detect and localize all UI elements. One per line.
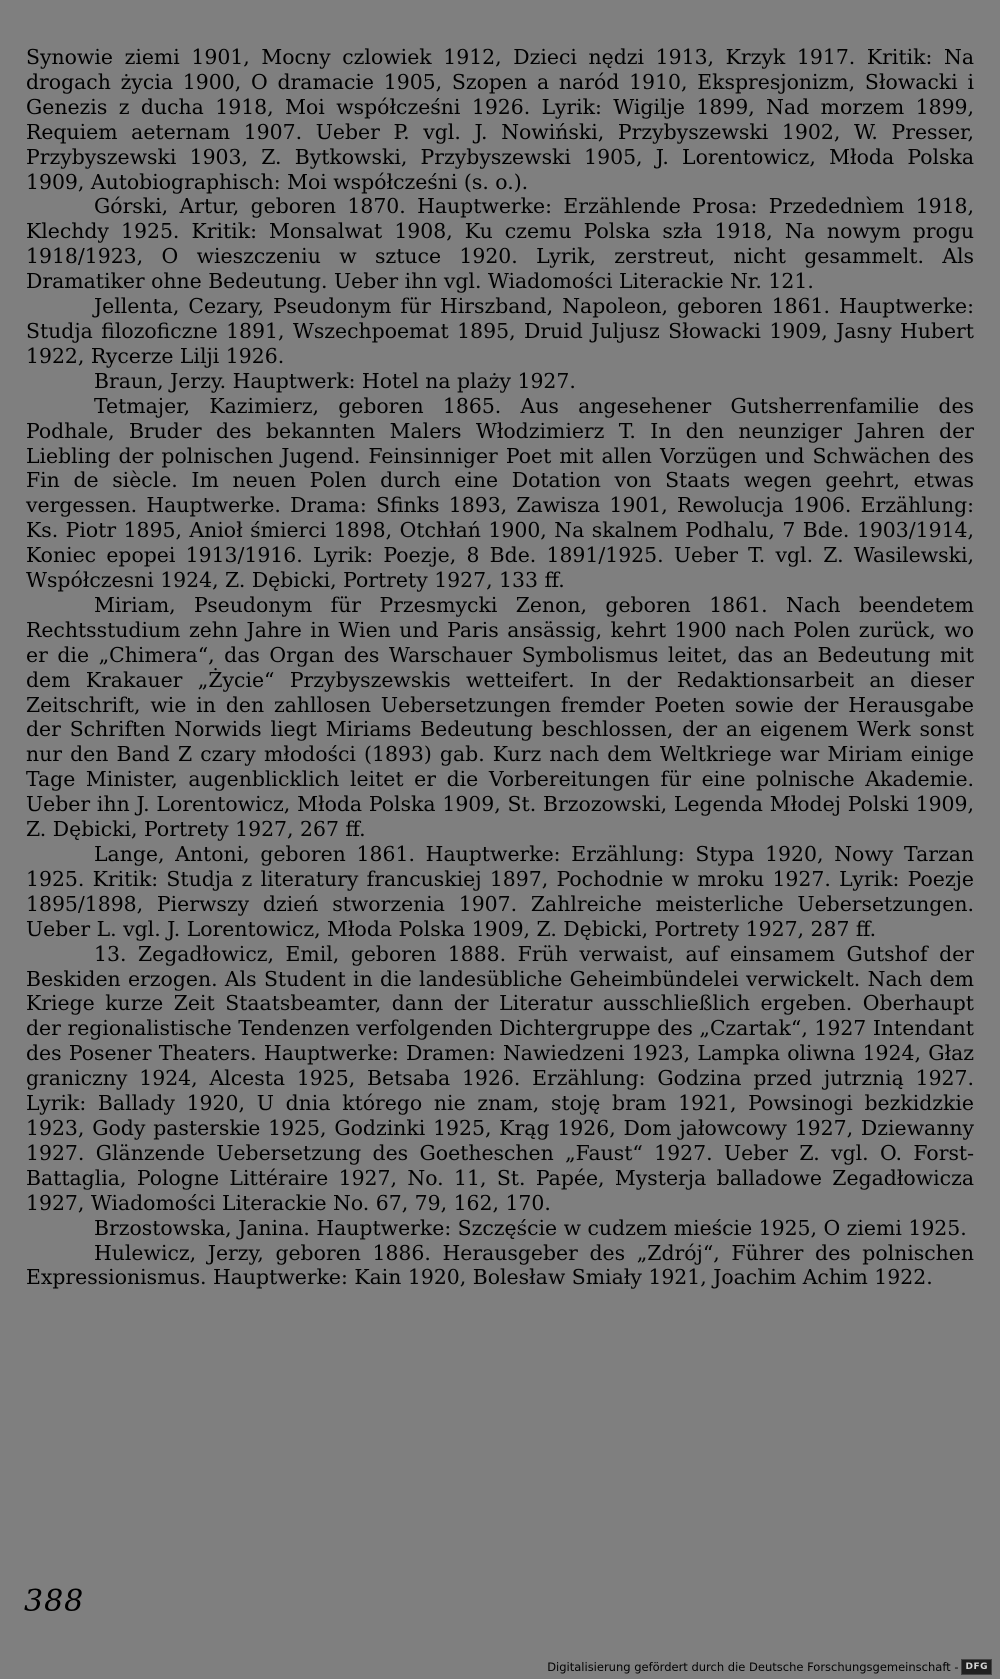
paragraph: Hulewicz, Jerzy, geboren 1886. Herausgeber des „Zdrój“, Führer des polnischen Expressionismus. Hauptwerke: Kain 1920, Bolesław Smiały 1921, Joachim Achim 1922. [26,1240,974,1290]
paragraph: Tetmajer, Kazimierz, geboren 1865. Aus angesehener Gutsherrenfamilie des Podhale, Bruder des bekannten Malers Włodzimierz T. In den neunziger Jahren der Liebling der polnischen Jugend. Feinsinniger Poet mit allen Vorzügen und Schwächen des Fin de siècle. Im neuen Polen durch eine Dotation von Staats wegen geehrt, etwas vergessen. Hauptwerke. Drama: Sfinks 1893, Zawisza 1901, Rewolucja 1906. Erzählung: Ks. Piotr 1895, Anioł śmierci 1898, Otchłań 1900, Na skalnem Podhalu, 7 Bde. 1903/1914, Koniec epopei 1913/1916. Lyrik: Poezje, 8 Bde. 1891/1925. Ueber T. vgl. Z. Wasilewski, Współczesni 1924, Z. Dębicki, Portrety 1927, 133 ff. [26,393,974,593]
paragraph: 13. Zegadłowicz, Emil, geboren 1888. Früh verwaist, auf einsamem Gutshof der Beskiden erzogen. Als Student in die landesübliche Geheimbündelei verwickelt. Nach dem Kriege kurze Zeit Staatsbeamter, dann der Literatur ausschließlich ergeben. Oberhaupt der regionalistische Tendenzen verfolgenden Dichtergruppe des „Czartak“, 1927 Intendant des Posener Theaters. Hauptwerke: Dramen: Nawiedzeni 1923, Lampka oliwna 1924, Głaz graniczny 1924, Alcesta 1925, Betsaba 1926. Erzählung: Godzina przed jutrznią 1927. Lyrik: Ballady 1920, U dnia którego nie znam, stoję bram 1921, Powsinogi bezkidzkie 1923, Gody pasterskie 1925, Godzinki 1925, Krąg 1926, Dom jałowcowy 1927, Dziewanny 1927. Glänzende Uebersetzung des Goetheschen „Faust“ 1927. Ueber Z. vgl. O. Forst-Battaglia, Pologne Littéraire 1927, No. 11, St. Papée, Mysterja balladowe Zegadłowicza 1927, Wiadomości Literackie No. 67, 79, 162, 170. [26,941,974,1215]
paragraph: Synowie ziemi 1901, Mocny czlowiek 1912, Dzieci nędzi 1913, Krzyk 1917. Kritik: Na drogach życia 1900, O dramacie 1905, Szopen a naród 1910, Ekspresjonizm, Słowacki i Genezis z ducha 1918, Moi współcześni 1926. Lyrik: Wigilje 1899, Nad morzem 1899, Requiem aeternam 1907. Ueber P. vgl. J. Nowiński, Przybyszewski 1902, W. Presser, Przybyszewski 1903, Z. Bytkowski, Przybyszewski 1905, J. Lorentowicz, Młoda Polska 1909, Autobiographisch: Moi współcześni (s. o.). [26,45,974,194]
paragraph: Górski, Artur, geboren 1870. Hauptwerke: Erzählende Prosa: Przedednìem 1918, Klechdy 1925. Kritik: Monsalwat 1908, Ku czemu Polska szła 1918, Na nowym progu 1918/1923, O wieszczeniu w sztuce 1920. Lyrik, zerstreut, nicht gesammelt. Als Dramatiker ohne Bedeutung. Ueber ihn vgl. Wiadomości Literackie Nr. 121. [26,194,974,294]
paragraph: Jellenta, Cezary, Pseudonym für Hirszband, Napoleon, geboren 1861. Hauptwerke: Studja filozoficzne 1891, Wszechpoemat 1895, Druid Juljusz Słowacki 1909, Jasny Hubert 1922, Rycerze Lilji 1926. [26,294,974,368]
paragraph: Brzostowska, Janina. Hauptwerke: Szczęście w cudzem mieście 1925, O ziemi 1925. [94,1215,967,1240]
dfg-logo-icon: DFG [961,1659,992,1675]
paragraph: Braun, Jerzy. Hauptwerk: Hotel na plaży 1927. [94,368,576,393]
footer-text: Digitalisierung gefördert durch die Deutsche Forschungsgemeinschaft - [547,1660,959,1674]
page-body [26,45,974,1290]
page-number: 388 [24,1584,85,1619]
paragraph: Lange, Antoni, geboren 1861. Hauptwerke: Erzählung: Stypa 1920, Nowy Tarzan 1925. Kritik: Studja z literatury francuskiej 1897, Pochodnie w mroku 1927. Lyrik: Poezje 1895/1898, Pierwszy dzień stworzenia 1907. Zahlreiche meisterliche Uebersetzungen. Ueber L. vgl. J. Lorentowicz, Młoda Polska 1909, Z. Dębicki, Portrety 1927, 287 ff. [26,842,974,941]
digitization-footer [547,1659,992,1675]
paragraph: Miriam, Pseudonym für Przesmycki Zenon, geboren 1861. Nach beendetem Rechtsstudium zehn Jahre in Wien und Paris ansässig, kehrt 1900 nach Polen zurück, wo er die „Chimera“, das Organ des Warschauer Symbolismus leitet, das an Bedeutung mit dem Krakauer „Życie“ Przybyszewskis wetteifert. In der Redaktionsarbeit an dieser Zeitschrift, wie in den zahllosen Uebersetzungen fremder Poeten sowie der Herausgabe der Schriften Norwids liegt Miriams Bedeutung beschlossen, der an eigenem Werk sonst nur den Band Z czary młodości (1893) gab. Kurz nach dem Weltkriege war Miriam einige Tage Minister, augenblicklich leitet er die Vorbereitungen für eine polnische Akademie. Ueber ihn J. Lorentowicz, Młoda Polska 1909, St. Brzozowski, Legenda Młodej Polski 1909, Z. Dębicki, Portrety 1927, 267 ff. [26,592,974,842]
